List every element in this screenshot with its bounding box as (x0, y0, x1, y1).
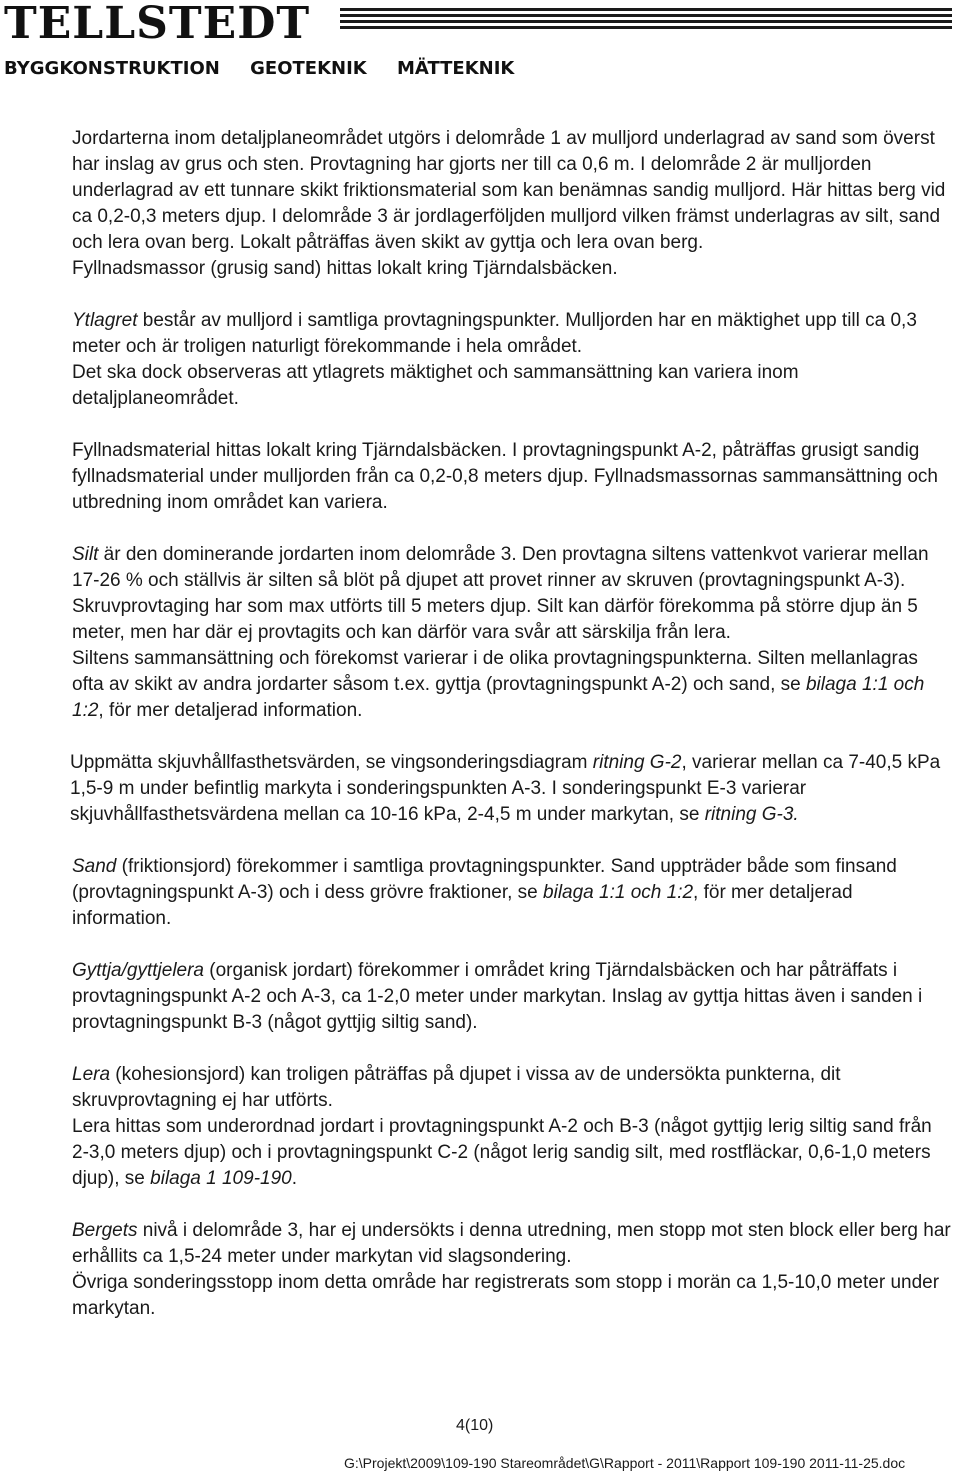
company-name: TELLSTEDT (4, 0, 311, 49)
paragraph-ytlagret: Ytlagret består av mulljord i samtliga provtagningspunkter. Mulljorden har en mäktighet upp till ca 0,3 meter och är troligen naturligt förekommande i hela området. (72, 310, 917, 357)
service-geoteknik: GEOTEKNIK (250, 58, 367, 79)
paragraph-lera: Lera (kohesionsjord) kan troligen påträffas på djupet i vissa av de undersökta punkterna, dit skruvprovtagning ej har utförts. (72, 1064, 841, 1111)
term-gyttja: Gyttja/gyttjelera (72, 960, 204, 981)
paragraph-jordarter: Jordarterna inom detaljplaneområdet utgörs i delområde 1 av mulljord underlagrad av sand som överst har inslag av grus och sten. Provtagning har gjorts ner till ca 0,6 m. I delområde 2 är mulljorden underlagrad av ett tunnare skikt friktionsmaterial som kan benämnas sandig mulljord. Här hittas berg vid ca 0,2-0,3 meters djup. I delområde 3 är jordlagerföljden mulljord vilken främst underlagras av silt, sand och lera ovan berg. Lokalt påträffas även skikt av gyttja och lera ovan berg. (72, 128, 946, 253)
ref-bilaga-1: bilaga 1:1 och 1:2 (72, 674, 925, 721)
ref-bilaga-1-sand: bilaga 1:1 och 1:2 (543, 882, 694, 903)
ref-ritning-g3: ritning G-3. (704, 804, 799, 825)
footer-file-path: G:\Projekt\2009\109-190 Stareområdet\G\Rapport - 2011\Rapport 109-190 2011-11-25.doc (344, 1455, 906, 1471)
page-number: 4(10) (456, 1417, 494, 1434)
paragraph-lera-detail: Lera hittas som underordnad jordart i provtagningspunkt A-2 och B-3 (något gyttjig lerig siltig sand från 2-3,0 meters djup) och i provtagningspunkt C-2 (något lerig sandig silt, med rostfläckar, 0,6-1,0 meters djup), se bilaga 1 109-190. (72, 1116, 932, 1189)
term-lera: Lera (72, 1064, 111, 1085)
company-logo (4, 2, 954, 84)
paragraph-skjuvhallfasthet: Uppmätta skjuvhållfasthetsvärden, se vingsonderingsdiagram ritning G-2, varierar mellan ca 7-40,5 kPa 1,5-9 m under befintlig markyta i sonderingspunkten A-3. I sonderingspunkt E-3 varierar skjuvhållfasthetsvärdena mellan ca 10-16 kPa, 2-4,5 m under markytan, se ritning G-3. (70, 752, 941, 825)
term-bergets: Bergets (72, 1220, 138, 1241)
paragraph-sonderingsstopp: Övriga sonderingsstopp inom detta område har registrerats som stopp i morän ca 1,5-10,0 meter under markytan. (72, 1272, 940, 1319)
service-matteknik: MÄTTEKNIK (397, 58, 515, 79)
term-ytlagret: Ytlagret (72, 310, 138, 331)
document-body (72, 126, 952, 1322)
paragraph-fyllnadsmassor: Fyllnadsmassor (grusig sand) hittas lokalt kring Tjärndalsbäcken. (72, 258, 618, 279)
paragraph-sand: Sand (friktionsjord) förekommer i samtliga provtagningspunkter. Sand uppträder både som finsand (provtagningspunkt A-3) och i dess grövre fraktioner, se bilaga 1:1 och 1:2, för mer detaljerad information. (72, 856, 897, 929)
logo-stripes (340, 8, 952, 34)
paragraph-silt-composition: Siltens sammansättning och förekomst varierar i de olika provtagningspunkterna. Silten mellanlagras ofta av skikt av andra jordarter såsom t.ex. gyttja (provtagningspunkt A-2) och sand, se bilaga 1:1 och 1:2, för mer detaljerad information. (72, 648, 925, 721)
paragraph-gyttja: Gyttja/gyttjelera (organisk jordart) förekommer i området kring Tjärndalsbäcken och har påträffats i provtagningspunkt A-2 och A-3, ca 1-2,0 meter under markytan. Inslag av gyttja hittas även i sanden i provtagningspunkt B-3 (något gyttjig siltig sand). (72, 960, 923, 1033)
ref-bilaga-109-190: bilaga 1 109-190 (150, 1168, 292, 1189)
ref-ritning-g2: ritning G-2 (592, 752, 682, 773)
paragraph-berg: Bergets nivå i delområde 3, har ej undersökts i denna utredning, men stopp mot sten block eller berg har erhållits ca 1,5-24 meter under markytan vid slagsondering. (72, 1220, 951, 1267)
paragraph-silt: Silt är den dominerande jordarten inom delområde 3. Den provtagna siltens vattenkvot varierar mellan 17-26 % och ställvis är silten så blöt på djupet att provet rinner av skruven (provtagningspunkt A-3). Skruvprovtaging har som max utförts till 5 meters djup. Silt kan därför förekomma på större djup än 5 meter, men har där ej provtagits och kan därför vara svår att särskilja från lera. (72, 544, 929, 643)
paragraph-fyllnadsmaterial: Fyllnadsmaterial hittas lokalt kring Tjärndalsbäcken. I provtagningspunkt A-2, påträffas grusigt sandig fyllnadsmaterial under mulljorden från ca 0,2-0,8 meters djup. Fyllnadsmassornas sammansättning och utbredning inom området kan variera. (72, 440, 938, 513)
service-byggkonstruktion: BYGGKONSTRUKTION (4, 58, 220, 79)
term-sand: Sand (72, 856, 117, 877)
paragraph-ytlagret-note: Det ska dock observeras att ytlagrets mäktighet och sammansättning kan variera inom detaljplaneområdet. (72, 362, 799, 409)
term-silt: Silt (72, 544, 99, 565)
company-services (4, 58, 538, 79)
